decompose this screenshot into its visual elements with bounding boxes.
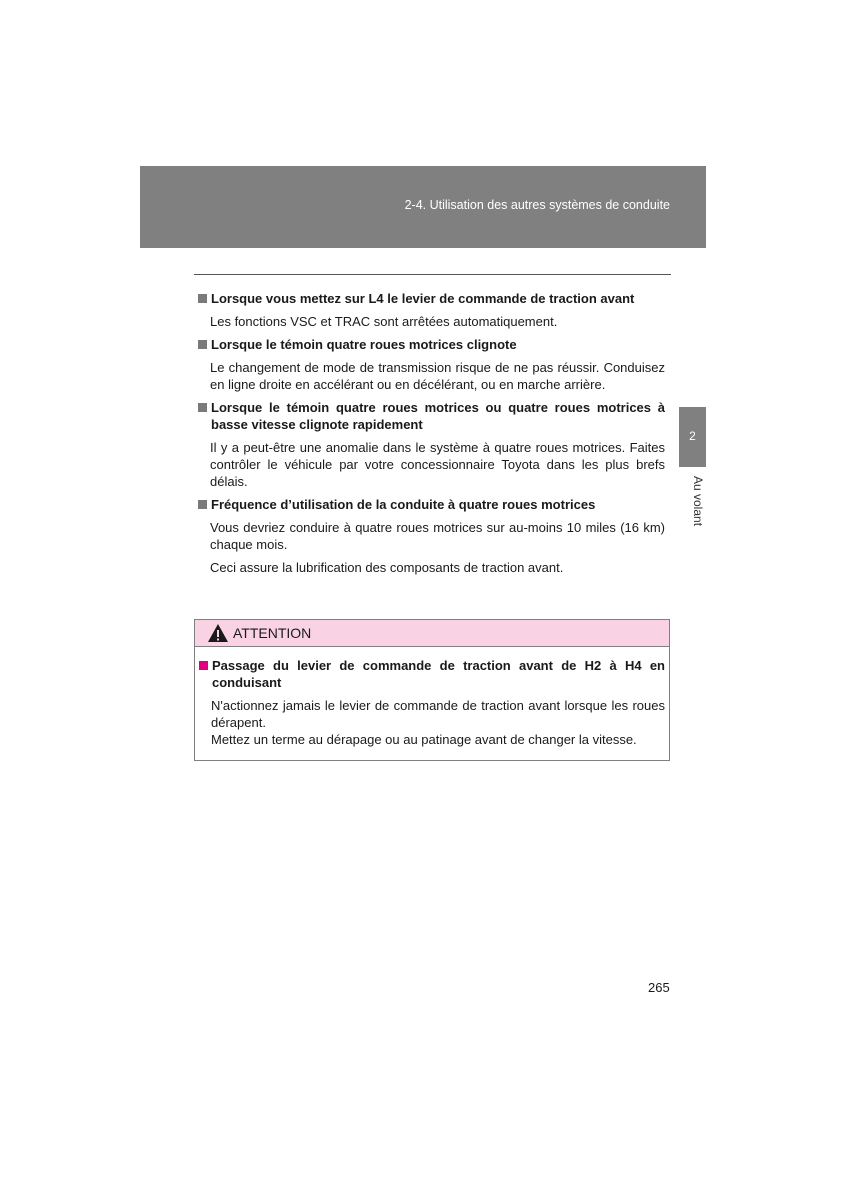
section-heading: Lorsque vous mettez sur L4 le levier de commande de traction avant [198, 290, 665, 307]
section-4wd-indicator-blinks [198, 336, 665, 393]
attention-header [195, 620, 669, 647]
square-bullet-icon [198, 500, 207, 509]
section-l4-lever [198, 290, 665, 330]
section-paragraph: Il y a peut-être une anomalie dans le système à quatre roues motrices. Faites contrôler le véhicule par votre concessionnaire Toyota dans les plus brefs délais. [210, 440, 665, 489]
square-bullet-icon [198, 403, 207, 412]
attention-box [194, 619, 670, 761]
section-heading: Lorsque le témoin quatre roues motrices ou quatre roues motrices à basse vitesse clignote rapidement [198, 399, 665, 433]
attention-body [195, 647, 669, 748]
top-divider [194, 274, 671, 275]
square-bullet-icon [198, 340, 207, 349]
square-bullet-icon [198, 294, 207, 303]
attention-paragraph: Mettez un terme au dérapage ou au patinage avant de changer la vitesse. [211, 732, 637, 747]
section-header-band [140, 166, 706, 248]
section-heading: Lorsque le témoin quatre roues motrices clignote [198, 336, 665, 353]
main-content [198, 290, 665, 582]
section-heading: Fréquence d’utilisation de la conduite à quatre roues motrices [198, 496, 665, 513]
attention-heading: Passage du levier de commande de traction avant de H2 à H4 en conduisant [199, 657, 665, 691]
square-bullet-icon [199, 661, 208, 670]
section-paragraph: Le changement de mode de transmission risque de ne pas réussir. Conduisez en ligne droite en accélérant ou en décélérant, ou en marche arrière. [210, 360, 665, 392]
page-number: 265 [648, 980, 670, 995]
section-4wd-usage-frequency [198, 496, 665, 576]
chapter-tab [679, 407, 706, 467]
section-paragraph: Les fonctions VSC et TRAC sont arrêtées automatiquement. [210, 314, 558, 329]
section-title: 2-4. Utilisation des autres systèmes de conduite [404, 198, 670, 212]
attention-title: ATTENTION [233, 625, 312, 641]
section-paragraph: Vous devriez conduire à quatre roues motrices sur au-moins 10 miles (16 km) chaque mois. [210, 520, 665, 552]
chapter-label: Au volant [691, 476, 705, 527]
section-4wd-indicator-blinks-rapidly [198, 399, 665, 490]
section-paragraph: Ceci assure la lubrification des composants de traction avant. [210, 560, 564, 575]
attention-paragraph: N'actionnez jamais le levier de commande de traction avant lorsque les roues dérapent. [211, 698, 665, 730]
chapter-number: 2 [689, 429, 696, 443]
warning-triangle-icon [207, 623, 229, 643]
